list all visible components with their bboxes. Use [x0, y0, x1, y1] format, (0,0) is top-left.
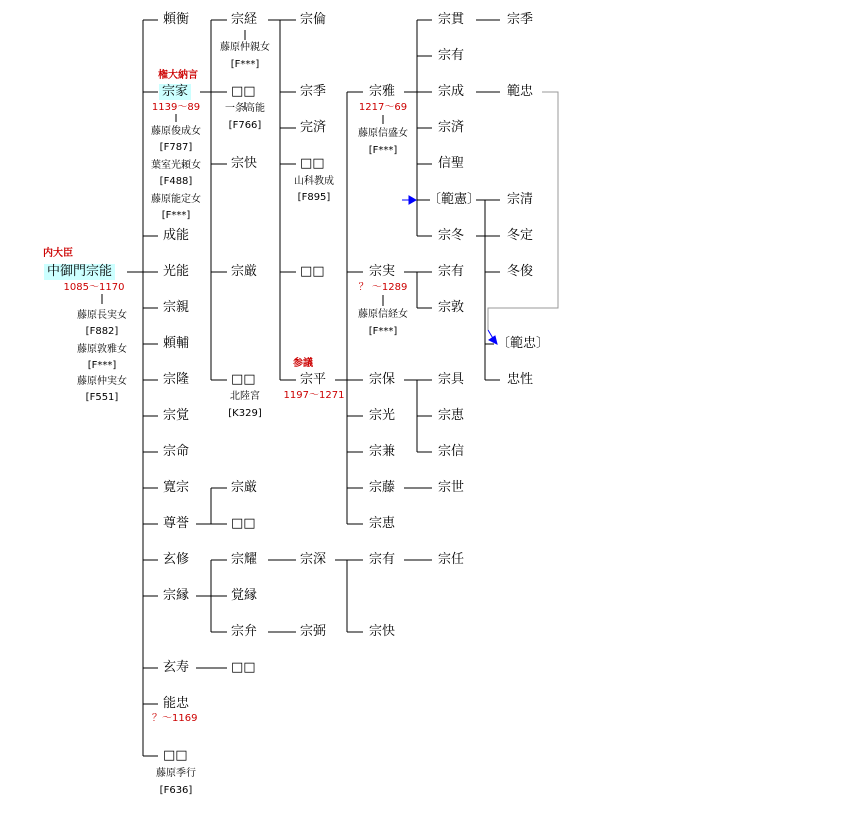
- person-node: 宗有: [438, 48, 465, 63]
- person-node: 完済: [300, 120, 327, 135]
- spouse-code: [F488]: [159, 176, 193, 187]
- person-node: 宗恵: [438, 408, 465, 423]
- person-node: □□: [300, 156, 325, 171]
- person-node-adopted: 〔範忠〕: [497, 336, 550, 351]
- spouse-name: 北陸宮: [230, 391, 260, 402]
- person-node: 寛宗: [163, 480, 190, 495]
- person-node: □□: [300, 264, 325, 279]
- spouse-name: 藤原信盛女: [358, 128, 408, 139]
- person-dates: ？ 〜1289: [358, 282, 408, 293]
- spouse-code: [F***]: [368, 326, 398, 337]
- person-node: 宗隆: [163, 372, 190, 387]
- person-node: 宗清: [507, 192, 534, 207]
- person-node: 宗保: [369, 372, 396, 387]
- person-node: □□: [231, 372, 256, 387]
- person-node: 成能: [163, 228, 190, 243]
- person-node: 忠性: [507, 372, 534, 387]
- spouse-name: 藤原季行: [156, 768, 196, 779]
- person-node: 玄寿: [163, 660, 190, 675]
- person-node: 宗冬: [438, 228, 465, 243]
- root-spouse-name: 藤原敦雅女: [77, 344, 127, 355]
- person-node: 光能: [163, 264, 190, 279]
- person-node: □□: [163, 748, 188, 763]
- person-node: 宗貫: [438, 12, 465, 27]
- person-node: 宗倫: [300, 12, 327, 27]
- person-node: 宗光: [369, 408, 396, 423]
- person-node: 冬定: [507, 228, 534, 243]
- person-node: □□: [231, 516, 256, 531]
- spouse-name: 藤原能定女: [151, 194, 201, 205]
- person-dates: 1139〜89: [151, 102, 201, 113]
- spouse-name: 山科教成: [294, 176, 334, 187]
- person-dates: 1197〜1271: [283, 390, 345, 401]
- person-node: 頼輔: [163, 336, 190, 351]
- person-node: 尊誉: [163, 516, 190, 531]
- root-title: 内大臣: [43, 248, 73, 259]
- spouse-name: 藤原信経女: [358, 309, 408, 320]
- person-node: 宗厳: [231, 480, 258, 495]
- person-node: 宗縁: [163, 588, 190, 603]
- person-node: 宗実: [369, 264, 396, 279]
- root-name: 中御門宗能: [44, 264, 115, 280]
- person-node: 宗命: [163, 444, 190, 459]
- person-node: 宗平: [300, 372, 327, 387]
- person-node: 能忠: [163, 696, 190, 711]
- spouse-code: [F***]: [230, 59, 260, 70]
- person-node: 宗家: [159, 84, 191, 100]
- person-node: 玄修: [163, 552, 190, 567]
- person-node: 宗任: [438, 552, 465, 567]
- spouse-name: 一条高能: [225, 103, 265, 114]
- person-node: 宗兼: [369, 444, 396, 459]
- person-node: 宗弼: [300, 624, 327, 639]
- person-node: 覚縁: [231, 588, 258, 603]
- person-node: 宗覚: [163, 408, 190, 423]
- person-node: □□: [231, 660, 256, 675]
- person-node: □□: [231, 84, 256, 99]
- person-title: 参議: [293, 358, 313, 369]
- person-node: 宗経: [231, 12, 258, 27]
- person-node: 宗敦: [438, 300, 465, 315]
- root-spouse-code: [F551]: [85, 392, 119, 403]
- spouse-name: 藤原仲親女: [220, 42, 270, 53]
- root-spouse-code: [F***]: [87, 360, 117, 371]
- person-node: 宗信: [438, 444, 465, 459]
- person-dates: ？〜1169: [152, 713, 198, 724]
- root-spouse-name: 藤原仲実女: [77, 376, 127, 387]
- person-node: 宗有: [369, 552, 396, 567]
- person-dates: 1217〜69: [358, 102, 408, 113]
- spouse-code: [F***]: [161, 210, 191, 221]
- spouse-code: [F766]: [228, 120, 262, 131]
- spouse-code: [F787]: [159, 142, 193, 153]
- person-node: 範忠: [507, 84, 534, 99]
- root-dates: 1085〜1170: [63, 282, 125, 293]
- person-node: 宗耀: [231, 552, 258, 567]
- person-node: 宗恵: [369, 516, 396, 531]
- spouse-code: [F***]: [368, 145, 398, 156]
- root-spouse-code: [F882]: [85, 326, 119, 337]
- root-spouse-name: 藤原長実女: [77, 310, 127, 321]
- person-node: 宗季: [300, 84, 327, 99]
- spouse-code: [K329]: [228, 408, 262, 419]
- person-node: 宗藤: [369, 480, 396, 495]
- person-node: 宗快: [369, 624, 396, 639]
- person-node: 宗季: [507, 12, 534, 27]
- person-node: 頼衡: [163, 12, 190, 27]
- person-node: 宗親: [163, 300, 190, 315]
- person-node: 宗快: [231, 156, 258, 171]
- person-node: 宗雅: [369, 84, 396, 99]
- person-node: 冬俊: [507, 264, 534, 279]
- spouse-name: 葉室光頼女: [151, 160, 201, 171]
- spouse-name: 藤原俊成女: [151, 126, 201, 137]
- person-title: 権大納言: [158, 70, 198, 81]
- person-node: 宗世: [438, 480, 465, 495]
- person-node: 宗厳: [231, 264, 258, 279]
- person-node: 信聖: [438, 156, 465, 171]
- person-node: 宗有: [438, 264, 465, 279]
- person-node: 宗成: [438, 84, 465, 99]
- spouse-code: [F636]: [159, 785, 193, 796]
- person-node: 宗具: [438, 372, 465, 387]
- person-node: 宗済: [438, 120, 465, 135]
- person-node: 宗弁: [231, 624, 258, 639]
- person-node: 宗深: [300, 552, 327, 567]
- person-node-adopted: 〔範憲〕: [428, 192, 481, 207]
- spouse-code: [F895]: [297, 192, 331, 203]
